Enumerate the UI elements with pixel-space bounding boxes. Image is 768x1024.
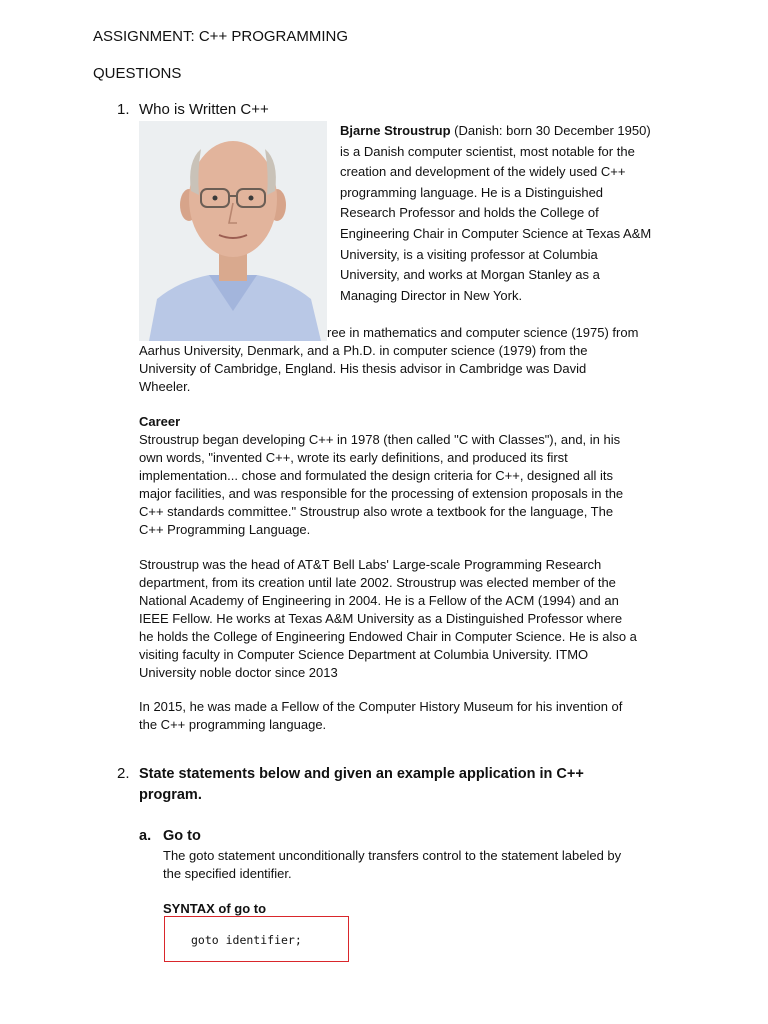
bio-line: Managing Director in New York. [340, 287, 523, 303]
education-paragraph [139, 324, 684, 396]
museum-paragraph [139, 698, 684, 734]
bell-line: Stroustrup was the head of AT&T Bell Labs' Large-scale Programming Research [139, 557, 602, 572]
bell-line: visiting faculty in Computer Science Department at Columbia University. ITMO [139, 647, 589, 662]
bio-line: Engineering Chair in Computer Science at Texas A&M [340, 225, 652, 241]
career-section [139, 413, 684, 539]
question-2-title-line: program. [139, 787, 202, 803]
bell-line: University noble doctor since 2013 [139, 665, 338, 680]
goto-description-line: The goto statement unconditionally transfers control to the statement labeled by [163, 848, 622, 863]
career-line: implementation... chose and formulated the design criteria for C++, designed all its [139, 468, 614, 483]
museum-line: the C++ programming language. [139, 717, 327, 732]
bio-line: creation and development of the widely used C++ [340, 164, 626, 180]
career-line: C++ Programming Language. [139, 522, 311, 537]
question-1-title: Who is Written C++ [139, 101, 269, 118]
bio-line: University, and works at Morgan Stanley as a [340, 267, 600, 283]
portrait-illustration [139, 121, 327, 341]
bio-line: Research Professor and holds the College of [340, 205, 599, 221]
education-line: Aarhus University, Denmark, and a Ph.D. in computer science (1979) from the [139, 343, 588, 358]
career-heading: Career [139, 414, 181, 429]
question-2-number: 2. [117, 765, 130, 782]
bio-paragraph [340, 121, 685, 306]
question-2-title-line: State statements below and given an example application in C++ [139, 766, 584, 782]
syntax-heading: SYNTAX of go to [163, 901, 267, 916]
bio-name: Bjarne Stroustrup [340, 123, 451, 138]
goto-description [163, 847, 621, 883]
bjarne-stroustrup-photo [139, 121, 327, 341]
question-1-number: 1. [117, 101, 130, 118]
document-title: ASSIGNMENT: C++ PROGRAMMING [93, 28, 349, 45]
museum-line: In 2015, he was made a Fellow of the Computer History Museum for his invention of [139, 699, 623, 714]
bio-line: programming language. He is a Distinguished [340, 184, 604, 200]
question-2-title [139, 764, 584, 806]
goto-description-line: the specified identifier. [163, 866, 292, 881]
item-a-title: Go to [163, 828, 201, 844]
bio-line: University, is a visiting professor at Columbia [340, 246, 598, 262]
bell-labs-paragraph [139, 556, 684, 682]
bell-line: IEEE Fellow. He works at Texas A&M University as a Distinguished Professor where [139, 611, 623, 626]
code-snippet: goto identifier; [191, 933, 302, 947]
career-line: C++ standards committee." Stroustrup also wrote a textbook for the language, The [139, 504, 614, 519]
education-line: Wheeler. [139, 379, 191, 394]
bell-line: department, from its creation until late 2002. Stroustrup was elected member of the [139, 575, 616, 590]
bell-line: he holds the College of Engineering Endowed Chair in Computer Science. He is also a [139, 629, 637, 644]
bio-line: (Danish: born 30 December 1950) [450, 123, 651, 138]
item-a-label: a. [139, 828, 152, 844]
questions-label: QUESTIONS [93, 65, 182, 82]
education-line: University of Cambridge, England. His thesis advisor in Cambridge was David [139, 361, 587, 376]
code-snippet-box [164, 916, 349, 962]
education-line: ree in mathematics and computer science (1975) from [327, 325, 639, 340]
career-line: major facilities, and was responsible for the processing of extension proposals in the [139, 486, 624, 501]
bell-line: National Academy of Engineering in 2004. He is a Fellow of the ACM (1994) and an [139, 593, 619, 608]
career-line: own words, "invented C++, wrote its early definitions, and produced its first [139, 450, 568, 465]
bio-line: is a Danish computer scientist, most notable for the [340, 143, 635, 159]
career-line: Stroustrup began developing C++ in 1978 (then called "C with Classes"), and, in his [139, 432, 621, 447]
